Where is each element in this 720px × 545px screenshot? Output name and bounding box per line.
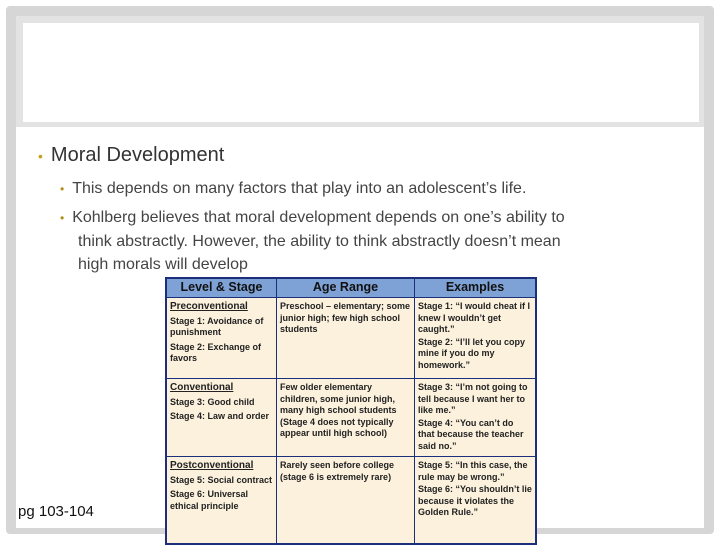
level-cell [166,379,277,457]
stage-label: Stage 4: Law and order [170,411,270,421]
bullet-dot-icon: • [60,211,65,225]
examples-cell [415,298,537,379]
bullet-dot-icon: • [60,182,65,196]
example-text: Stage 5: “In this case, the rule may be wrong.” [418,460,528,482]
bullet-sub-2-line-3: high morals will develop [78,256,248,273]
bullet-main [38,144,224,167]
bullet-sub-2-line-1: Kohlberg believes that moral development depends on one’s ability to [72,209,565,226]
header-age-range: Age Range [277,278,415,298]
title-area [16,16,704,127]
stage-label: Stage 5: Social contract [170,474,273,485]
age-cell: Preschool – elementary; some junior high; few high school students [277,298,415,379]
example-text: Stage 3: “I’m not going to tell because I want her to like me.” [418,382,528,415]
level-cell [166,298,277,379]
stage-label: Stage 2: Exchange of favors [170,341,262,363]
stage-label: Stage 1: Avoidance of punishment [170,315,264,337]
example-text: Stage 2: “I’ll let you copy mine if you do my homework.” [418,336,526,370]
bullet-sub-1-text: This depends on many factors that play into an adolescent’s life. [72,180,527,197]
level-title: Conventional [170,382,234,393]
table-row [166,457,536,545]
examples-cell [415,457,537,545]
header-examples: Examples [415,278,537,298]
page-reference: pg 103-104 [18,503,94,520]
stage-label: Stage 6: Universal ethical principle [170,489,249,511]
table-header-row [166,278,536,298]
kohlberg-stages-table [165,277,537,545]
level-title: Preconventional [170,301,248,312]
level-cell [166,457,277,545]
age-cell: Few older elementary children, some junior high, many high school students (Stage 4 does not typically appear until high school) [277,379,415,457]
bullet-sub-2-line-2: think abstractly. However, the ability to think abstractly doesn’t mean [78,233,561,250]
bullet-sub-2 [60,206,670,276]
examples-cell [415,379,537,457]
table-row [166,379,536,457]
header-level-stage: Level & Stage [166,278,277,298]
example-text: Stage 1: “I would cheat if I knew I wouldn’t get caught.” [418,301,531,334]
title-placeholder [23,23,699,122]
bullet-main-text: Moral Development [50,144,225,166]
bullet-dot-icon: • [38,148,43,164]
stage-label: Stage 3: Good child [170,396,255,407]
example-text: Stage 4: “You can’t do that because the teacher said no.” [418,417,524,451]
level-title: Postconventional [170,460,254,471]
bullet-sub-1 [60,177,670,201]
table-row [166,298,536,379]
age-cell: Rarely seen before college (stage 6 is extremely rare) [277,457,415,545]
example-text: Stage 6: “You shouldn’t lie because it violates the Golden Rule.” [418,484,532,517]
